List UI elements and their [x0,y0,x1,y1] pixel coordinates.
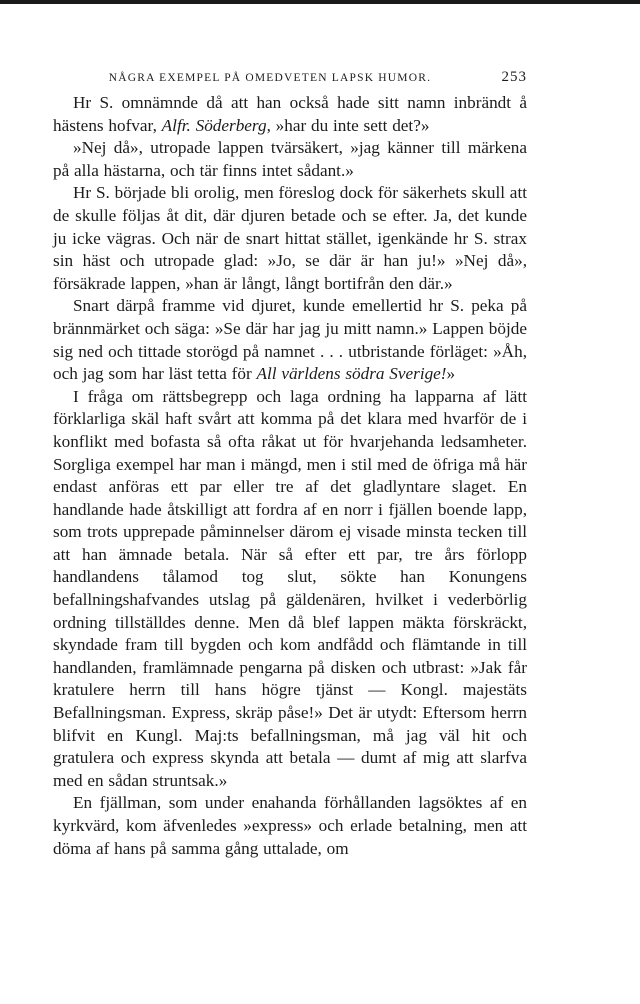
text-run: »Nej då», utropade lappen tvärsäkert, »jag känner till märkena på alla hästarna, och tär finns intet sådant.» [53,138,527,180]
paragraph [53,792,527,860]
paragraph [53,295,527,385]
page-number: 253 [501,69,527,85]
text-run: , »har du inte sett det?» [266,115,430,135]
text-run: Snart därpå framme vid djuret, kunde emellertid hr S. peka på brännmärket och säga: »Se där har jag ju mitt namn.» Lappen böjde sig ned och tittade storögd på namnet . . . utbristande förläget: »Åh, och jag som har läst tetta för [53,296,527,384]
text-run: I fråga om rättsbegrepp och laga ordning ha lapparna af lätt förklarliga skäl haft svårt att komma på det klara med hvarför de i konflikt med bofasta så ofta råkat ut för hvarjehanda ledsamheter. Sorgliga exempel har man i mängd, men i stil med de öfriga må här endast anföras ett par eller tre af det gladlyntare slaget. En handlande hade åtskilligt att fordra af en norr i fjällen boende lapp, som trots upprepade påminnelser därom ej visade minsta tecken till att han ämnade betala. När så efter ett par, tre års förlopp handlandens tålamod tog slut, sökte han Konungens befallningshafvandes utslag på gäldenären, hvilket i vederbörlig ordning tillställdes denne. Men då blef lappen mäkta förskräckt, skyndade fram till bygden och kom andfådd och flämtande in till handlanden, framlämnade pengarna på disken och utbrast: »Jak får kratulere herrn till hans högre tjänst — Kongl. majestäts Befallningsman. Express, skräp påse!» Det är utydt: Eftersom herrn blifvit en Kungl. Maj:ts befallningsman, må jag väl hit och gratulera och express skynda att betala — dumt af mig att slarfva med en sådan struntsak.» [53,386,527,790]
text-run: » [446,364,456,384]
running-header [53,64,527,92]
paragraph [53,386,527,793]
running-title: NÅGRA EXEMPEL PÅ OMEDVETEN LAPSK HUMOR. [108,72,432,84]
top-border-rule [0,0,640,4]
italic-title: All världens södra Sverige! [256,364,447,384]
text-run: Hr S. omnämnde då att han också hade sitt namn inbrändt å hästens hofvar, [53,93,527,135]
paragraph [53,137,527,182]
italic-name: Alfr. Söderberg [161,115,267,135]
book-page [53,64,527,860]
body-text [53,92,527,860]
paragraph [53,92,527,137]
text-run: En fjällman, som under enahanda förhållanden lagsöktes af en kyrkvärd, kom äfvenledes »express» och erlade betalning, men att döma af hans på samma gång uttalade, om [53,793,527,858]
paragraph [53,182,527,295]
text-run: Hr S. började bli orolig, men föreslog dock för säkerhets skull att de skulle följas åt dit, där djuren betade och se efter. Ja, det kunde ju icke vägras. Och när de snart hittat stället, igenkände hr S. strax sin häst och utropade glad: »Jo, se där är han ju!» »Nej då», försäkrade lappen, »han är långt, långt bortifrån den där.» [53,183,527,293]
